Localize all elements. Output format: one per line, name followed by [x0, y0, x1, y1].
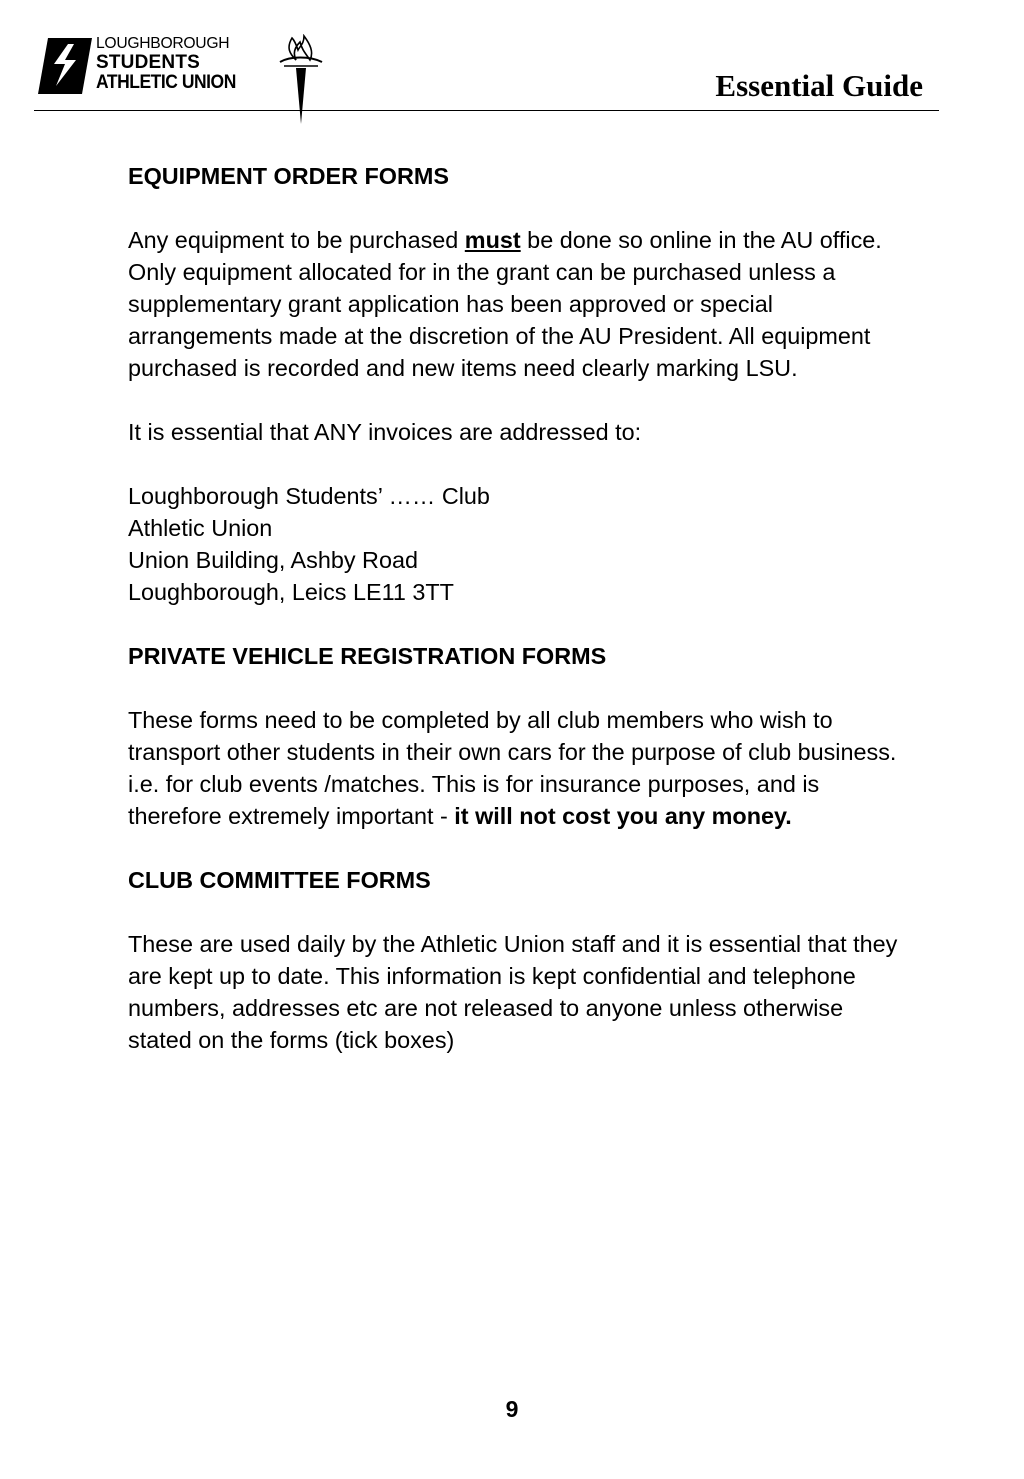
header-divider [34, 110, 939, 111]
logo-text [96, 36, 248, 92]
equipment-text-start: Any equipment to be purchased [128, 227, 465, 253]
vehicle-paragraph [128, 704, 898, 832]
page-content [128, 160, 898, 1088]
page-header [34, 20, 939, 112]
equipment-text-end: be done so online in the AU office. Only equipment allocated for in the grant can be purchased unless a supplementary grant application has been approved or special arrangements made at the discretion of the AU President. All equipment purchased is recorded and new items need clearly marking LSU. [128, 227, 882, 381]
committee-paragraph: These are used daily by the Athletic Union staff and it is essential that they are kept up to date. This information is kept confidential and telephone numbers, addresses etc are not released to anyone unless otherwise stated on the forms (tick boxes) [128, 931, 898, 1053]
address-line: Loughborough, Leics LE11 3TT [128, 579, 454, 605]
invoice-paragraph: It is essential that ANY invoices are addressed to: [128, 419, 642, 445]
lightning-bolt-icon [38, 38, 92, 94]
vehicle-heading: PRIVATE VEHICLE REGISTRATION FORMS [128, 643, 607, 669]
committee-heading: CLUB COMMITTEE FORMS [128, 867, 431, 893]
logo-line-students: STUDENTS [96, 52, 200, 73]
address-line: Athletic Union [128, 515, 273, 541]
equipment-heading: EQUIPMENT ORDER FORMS [128, 163, 449, 189]
vehicle-bold-text: it will not cost you any money. [454, 803, 792, 829]
vehicle-text: These forms need to be completed by all club members who wish to transport other students in their own cars for the purpose of club business. i.e. for club events /matches. This is for insurance purposes, and is therefore extremely important - [128, 707, 897, 829]
must-emphasis: must [464, 227, 521, 253]
page-number: 9 [505, 1396, 519, 1422]
logo [38, 34, 328, 120]
equipment-paragraph [128, 224, 898, 384]
logo-line-loughborough: LOUGHBOROUGH [96, 35, 230, 52]
guide-title: Essential Guide [715, 68, 923, 103]
logo-line-athletic-union: ATHLETIC UNION [96, 72, 236, 93]
torch-icon [270, 34, 330, 126]
address-line: Union Building, Ashby Road [128, 547, 418, 573]
address-line: Loughborough Students’ …… Club [128, 483, 490, 509]
address-block [128, 480, 898, 608]
